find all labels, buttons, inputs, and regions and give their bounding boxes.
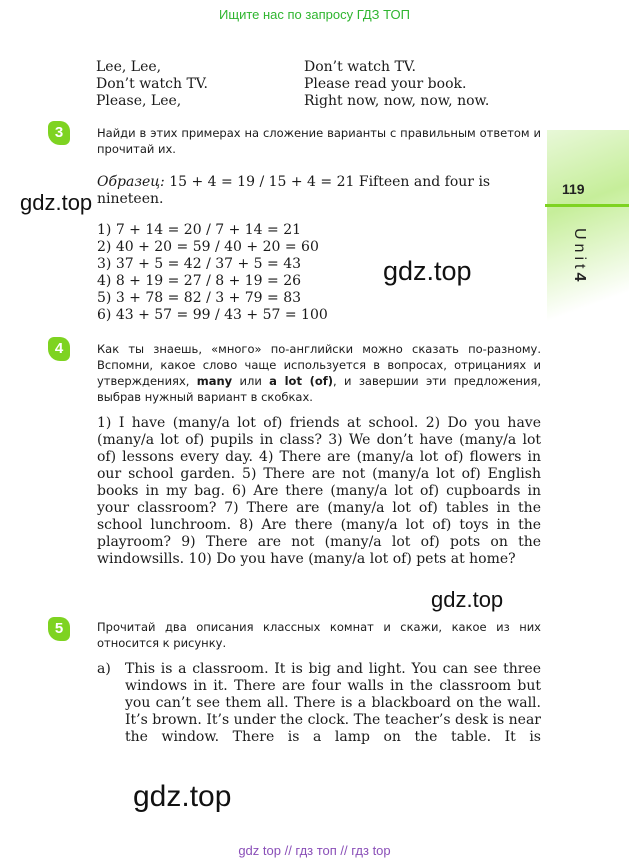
exercise-4-badge: 4 — [48, 337, 70, 361]
page-number: 119 — [562, 181, 585, 197]
part-a-text: This is a classroom. It is big and light. You can see three windows in it. There are four walls in the classroom but you can’t see them all. There is a blackboard on the wall. It’s brown. It’s under the clock. The teacher’s desk is near the window. There is a lamp on the table. It is — [125, 661, 541, 745]
example-text: 15 + 4 = 19 / 15 + 4 = 21 Fifteen and four is nineteen. — [97, 174, 491, 207]
sum-line: 3) 37 + 5 = 42 / 37 + 5 = 43 — [97, 256, 302, 272]
sum-line: 1) 7 + 14 = 20 / 7 + 14 = 21 — [97, 222, 302, 238]
sum-line: 2) 40 + 20 = 59 / 40 + 20 = 60 — [97, 239, 319, 255]
exercise-3-sums — [97, 222, 328, 324]
watermark: gdz.top — [383, 256, 472, 286]
exercise-5-badge: 5 — [48, 617, 70, 641]
poem-line: Please, Lee, — [96, 93, 182, 109]
poem-line: Lee, Lee, — [96, 59, 162, 75]
poem-right-column — [304, 59, 489, 110]
poem-line: Right now, now, now, now. — [304, 93, 490, 109]
poem-left-column — [96, 59, 208, 110]
unit-number: 4 — [571, 272, 588, 286]
instr-bold: a lot (of) — [269, 374, 334, 388]
poem-line: Don’t watch TV. — [96, 76, 208, 92]
sum-line: 4) 8 + 19 = 27 / 8 + 19 = 26 — [97, 273, 302, 289]
exercise-3-example — [97, 174, 541, 208]
watermark: gdz.top — [431, 587, 504, 612]
watermark: gdz.top — [133, 780, 232, 813]
footer-links: gdz top // гдз топ // гдз top — [238, 843, 391, 858]
sum-line: 5) 3 + 78 = 82 / 3 + 79 = 83 — [97, 290, 302, 306]
exercise-4-instruction — [97, 341, 541, 405]
exercise-3-badge: 3 — [48, 121, 70, 145]
unit-word: Unit — [571, 228, 588, 273]
poem-line: Don’t watch TV. — [304, 59, 416, 75]
poem-line: Please read your book. — [304, 76, 467, 92]
exercise-5-instruction: Прочитай два описания классных комнат и скажи, какое из них относится к рисунку. — [97, 620, 541, 650]
instr-text: , и завершии эти предложения, выбрав нужный вариант в скобках. — [97, 374, 541, 404]
sum-line: 6) 43 + 57 = 99 / 43 + 57 = 100 — [97, 307, 328, 323]
watermark: gdz.top — [20, 190, 93, 215]
instr-bold: many — [196, 374, 233, 388]
top-banner: Ищите нас по запросу ГДЗ ТОП — [219, 7, 410, 22]
instr-text: Как ты знаешь, «много» по-английски можно сказать по-разному. Вспомни, какое слово чаще используется в вопросах, отрицаниях и утверждениях, — [97, 342, 541, 388]
exercise-3-instruction: Найди в этих примерах на сложение варианты с правильным ответом и прочитай их. — [97, 126, 541, 156]
instr-text: или — [232, 374, 270, 388]
page-divider — [545, 204, 629, 207]
example-label: Образец: — [97, 174, 165, 190]
exercise-4-text: 1) I have (many/a lot of) friends at school. 2) Do you have (many/a lot of) pupils in class? 3) We don’t have (many/a lot of) lessons every day. 4) There are (many/a lot of) flowers in our school garden. 5) There are not (many/a lot of) English books in my bag. 6) Are there (many/a lot of) cupboards in your classroom? 7) There are (many/a lot of) tables in the school lunchroom. 8) Are there (many/a lot of) toys in the playroom? 9) There are not (many/a lot of) pots on the windowsills. 10) Do you have (many/a lot of) pets at home? — [97, 415, 541, 567]
part-a-label: a) — [97, 661, 111, 677]
unit-label — [568, 228, 588, 285]
side-tab-background — [547, 130, 629, 340]
